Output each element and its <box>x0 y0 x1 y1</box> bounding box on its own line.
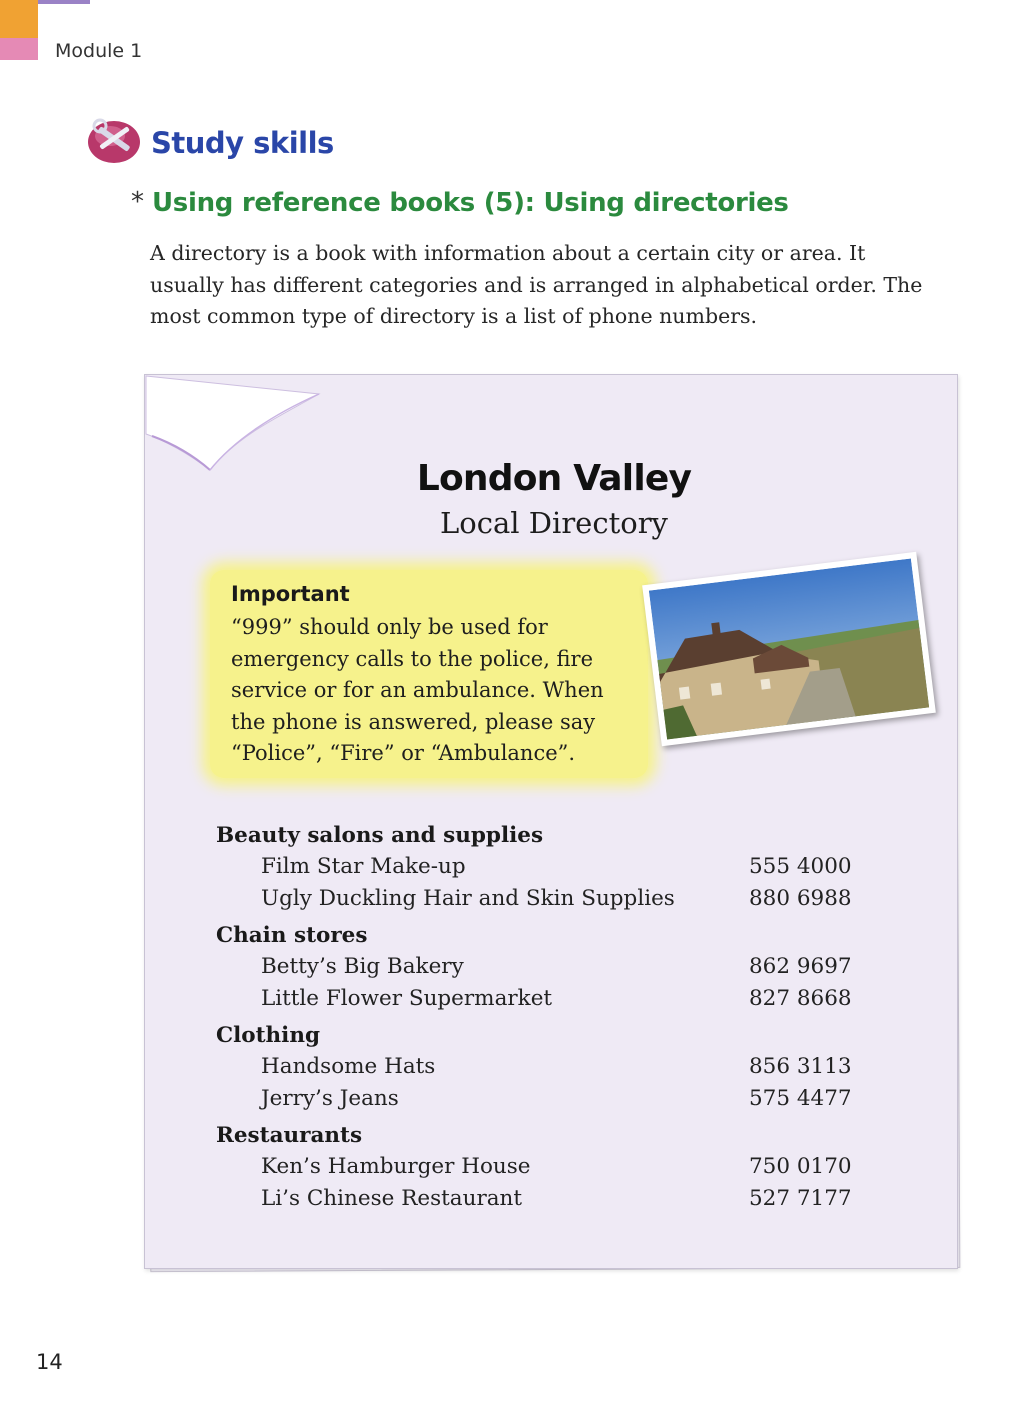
directory-entry <box>216 1151 876 1183</box>
directory-entry <box>216 851 876 883</box>
note-line: emergency calls to the police, fire <box>231 646 594 671</box>
intro-line: A directory is a book with information about a certain city or area. It <box>150 241 866 265</box>
section-subtitle: Using reference books (5): Using directories <box>152 188 789 218</box>
entry-phone: 856 3113 <box>749 1054 852 1079</box>
entry-phone: 750 0170 <box>749 1154 852 1179</box>
category-heading: Restaurants <box>216 1123 363 1148</box>
directory-subtitle: Local Directory <box>440 506 668 540</box>
tools-icon <box>86 112 142 164</box>
section-title: Study skills <box>151 126 334 160</box>
subtitle-marker: * <box>131 187 144 217</box>
corner-decoration-orange <box>0 0 38 38</box>
entry-phone: 862 9697 <box>749 954 852 979</box>
directory-entry <box>216 883 876 915</box>
directory-entry <box>216 951 876 983</box>
entry-name: Ken’s Hamburger House <box>261 1154 531 1179</box>
directory-entry <box>216 1051 876 1083</box>
entry-phone: 555 4000 <box>749 854 852 879</box>
entry-name: Little Flower Supermarket <box>261 985 553 1011</box>
entry-name: Handsome Hats <box>261 1054 436 1079</box>
entry-phone: 880 6988 <box>749 885 852 911</box>
entry-phone: 575 4477 <box>749 1085 852 1111</box>
directory-title: London Valley <box>416 458 692 499</box>
module-label: Module 1 <box>55 40 143 62</box>
entry-phone: 827 8668 <box>749 985 852 1011</box>
directory-entry <box>216 1083 876 1115</box>
intro-paragraph <box>150 238 990 333</box>
entry-name: Ugly Duckling Hair and Skin Supplies <box>261 885 675 911</box>
directory-listing <box>216 820 876 1214</box>
intro-line: usually has different categories and is arranged in alphabetical order. The <box>150 272 923 297</box>
note-line: “Police”, “Fire” or “Ambulance”. <box>231 741 576 765</box>
intro-line: most common type of directory is a list of phone numbers. <box>150 304 758 328</box>
note-line: the phone is answered, please say <box>231 709 596 734</box>
corner-decoration-purple <box>38 0 90 4</box>
entry-name: Film Star Make-up <box>261 854 466 879</box>
note-body <box>231 612 604 770</box>
entry-name: Li’s Chinese Restaurant <box>261 1185 523 1211</box>
note-line: service or for an ambulance. When <box>231 678 604 702</box>
page-number: 14 <box>36 1350 63 1374</box>
category-heading: Chain stores <box>216 923 368 948</box>
category-heading: Clothing <box>216 1023 321 1048</box>
category-heading: Beauty salons and supplies <box>216 823 544 848</box>
note-line: “999” should only be used for <box>231 615 548 639</box>
directory-entry <box>216 983 876 1015</box>
entry-phone: 527 7177 <box>749 1185 852 1211</box>
village-houses-photo <box>642 552 936 746</box>
note-heading: Important <box>231 582 350 606</box>
directory-entry <box>216 1183 876 1215</box>
entry-name: Betty’s Big Bakery <box>261 954 464 979</box>
entry-name: Jerry’s Jeans <box>261 1085 399 1111</box>
